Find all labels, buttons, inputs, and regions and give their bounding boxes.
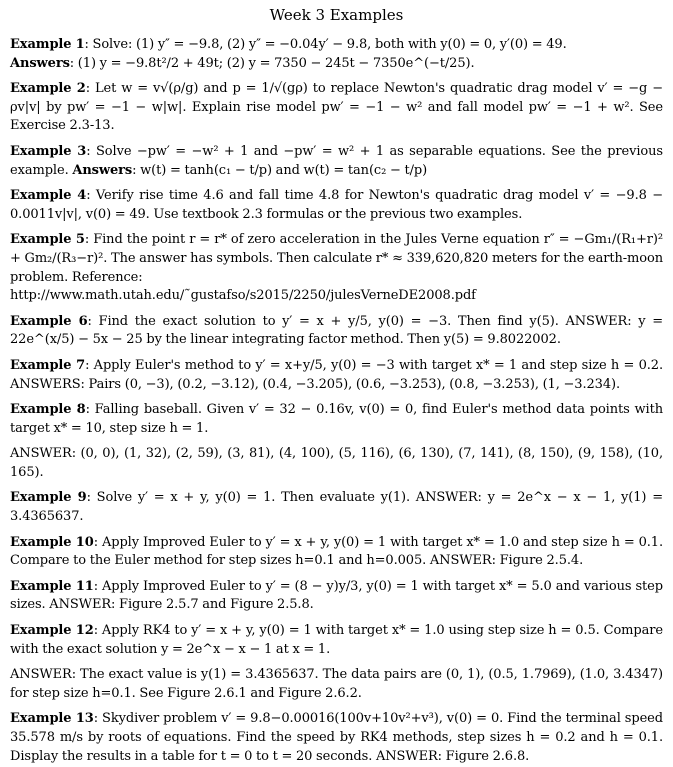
example-8-answer: ANSWER: (0, 0), (1, 32), (2, 59), (3, 81), (4, 100), (5, 116), (6, 130), (7, 141), (8, 150), (9, 158), (10, 165). [10,446,663,480]
example-7-label: Example 7 [10,357,86,373]
example-3-answers-text: : w(t) = tanh(c₁ − t/p) and w(t) = tan(c₂ − t/p) [132,162,428,178]
example-2-text: : Let w = v√(ρ/g) and p = 1/√(gρ) to replace Newton's quadratic drag model v′ = −g − ρv|v| by pw′ = −1 − w|w|. Explain rise model pw′ = −1 − w² and fall model pw′ = −1 + w². See Exercise 2.3-13. [10,81,663,134]
example-6 [10,313,663,350]
example-12-answer: ANSWER: The exact value is y(1) = 3.4365637. The data pairs are (0, 1), (0.5, 1.7969), (1.0, 3.4347) for step size h=0.1. See Figure 2.6.1 and Figure 2.6.2. [10,667,663,701]
example-4 [10,187,663,224]
example-12-label: Example 12 [10,623,94,639]
example-1-answers-text: : (1) y = −9.8t²/2 + 49t; (2) y = 7350 − 245t − 7350e^(−t/25). [69,55,475,71]
example-8-text: : Falling baseball. Given v′ = 32 − 0.16v, v(0) = 0, find Euler's method data points with target x* = 10, step size h = 1. [10,402,663,436]
reference-link[interactable]: http://www.math.utah.edu/˜gustafso/s2015/2250/julesVerneDE2008.pdf [10,288,476,304]
example-5 [10,231,663,305]
example-1 [10,36,663,55]
example-9-label: Example 9 [10,490,87,506]
example-2-label: Example 2 [10,81,86,97]
example-1-text: : Solve: (1) y″ = −9.8, (2) y″ = −0.04y′ − 9.8, both with y(0) = 0, y′(0) = 49. [84,37,567,52]
example-9-text: : Solve y′ = x + y, y(0) = 1. Then evaluate y(1). ANSWER: y = 2e^x − x − 1, y(1) = 3.4365637. [10,490,663,525]
example-8-label: Example 8 [10,402,86,418]
example-5-label: Example 5 [10,232,85,248]
page-title: Week 3 Examples [269,6,404,24]
example-3-label: Example 3 [10,143,87,159]
example-4-label: Example 4 [10,188,87,204]
example-3-answers-label: Answers [72,162,133,178]
example-4-text: : Verify rise time 4.6 and fall time 4.8 for Newton's quadratic drag model v′ = −9.8 − 0.0011v|v|, v(0) = 49. Use textbook 2.3 formulas or the previous two examples. [10,188,663,222]
example-3 [10,143,663,180]
example-6-text: : Find the exact solution to y′ = x + y/5, y(0) = −3. Then find y(5). ANSWER: y = 22e^(x/5) − 5x − 25 by the linear integrating factor method. Then y(5) = 9.8022002. [10,313,663,348]
example-11-label: Example 11 [10,578,94,594]
example-9 [10,489,663,526]
example-3-text: : Solve −pw′ = −w² + 1 and −pw′ = w² + 1 as separable equations. See the previous example. [10,143,664,178]
example-13-label: Example 13 [10,711,94,727]
example-6-label: Example 6 [10,313,88,329]
example-1-label: Example 1 [10,37,85,52]
example-7-text: : Apply Euler's method to y′ = x+y/5, y(0) = −3 with target x* = 1 and step size h = 0.2. ANSWERS: Pairs (0, −3), (0.2, −3.12), (0.4, −3.205), (0.6, −3.253), (0.8, −3.253), (1, −3.234). [10,357,663,392]
example-11-text: : Apply Improved Euler to y′ = (8 − y)y/3, y(0) = 1 with target x* = 5.0 and various step sizes. ANSWER: Figure 2.5.7 and Figure 2.5.8. [10,578,663,613]
example-11 [10,578,663,615]
example-13-text: : Skydiver problem v′ = 9.8−0.00016(100v+10v²+v³), v(0) = 0. Find the terminal speed 35.578 m/s by roots of equations. Find the speed by RK4 methods, step sizes h = 0.2 and h = 0.1. Display the results in a table for t = 0 to t = 20 seconds. ANSWER: Figure 2.6.8. [10,711,663,764]
example-7 [10,357,663,394]
example-12 [10,622,663,659]
example-10 [10,534,663,571]
example-12-text: : Apply RK4 to y′ = x + y, y(0) = 1 with target x* = 1.0 using step size h = 0.5. Compare with the exact solution y = 2e^x − x − 1 at x = 1. [10,623,663,657]
example-8 [10,401,663,438]
example-10-text: : Apply Improved Euler to y′ = x + y, y(0) = 1 with target x* = 1.0 and step size h = 0.1. Compare to the Euler method for step sizes h=0.1 and h=0.005. ANSWER: Figure 2.5.4. [10,534,663,569]
example-1-answers-label: Answers [10,55,70,71]
example-5-text: : Find the point r = r* of zero acceleration in the Jules Verne equation r″ = −Gm₁/(R₁+r)² + Gm₂/(R₃−r)². The answer has symbols. Then calculate r* ≈ 339,620,820 meters for the earth-moon problem. Reference: [10,232,663,285]
example-10-label: Example 10 [10,534,94,550]
example-2 [10,80,663,136]
example-1-answers [10,55,663,74]
example-13 [10,710,663,766]
